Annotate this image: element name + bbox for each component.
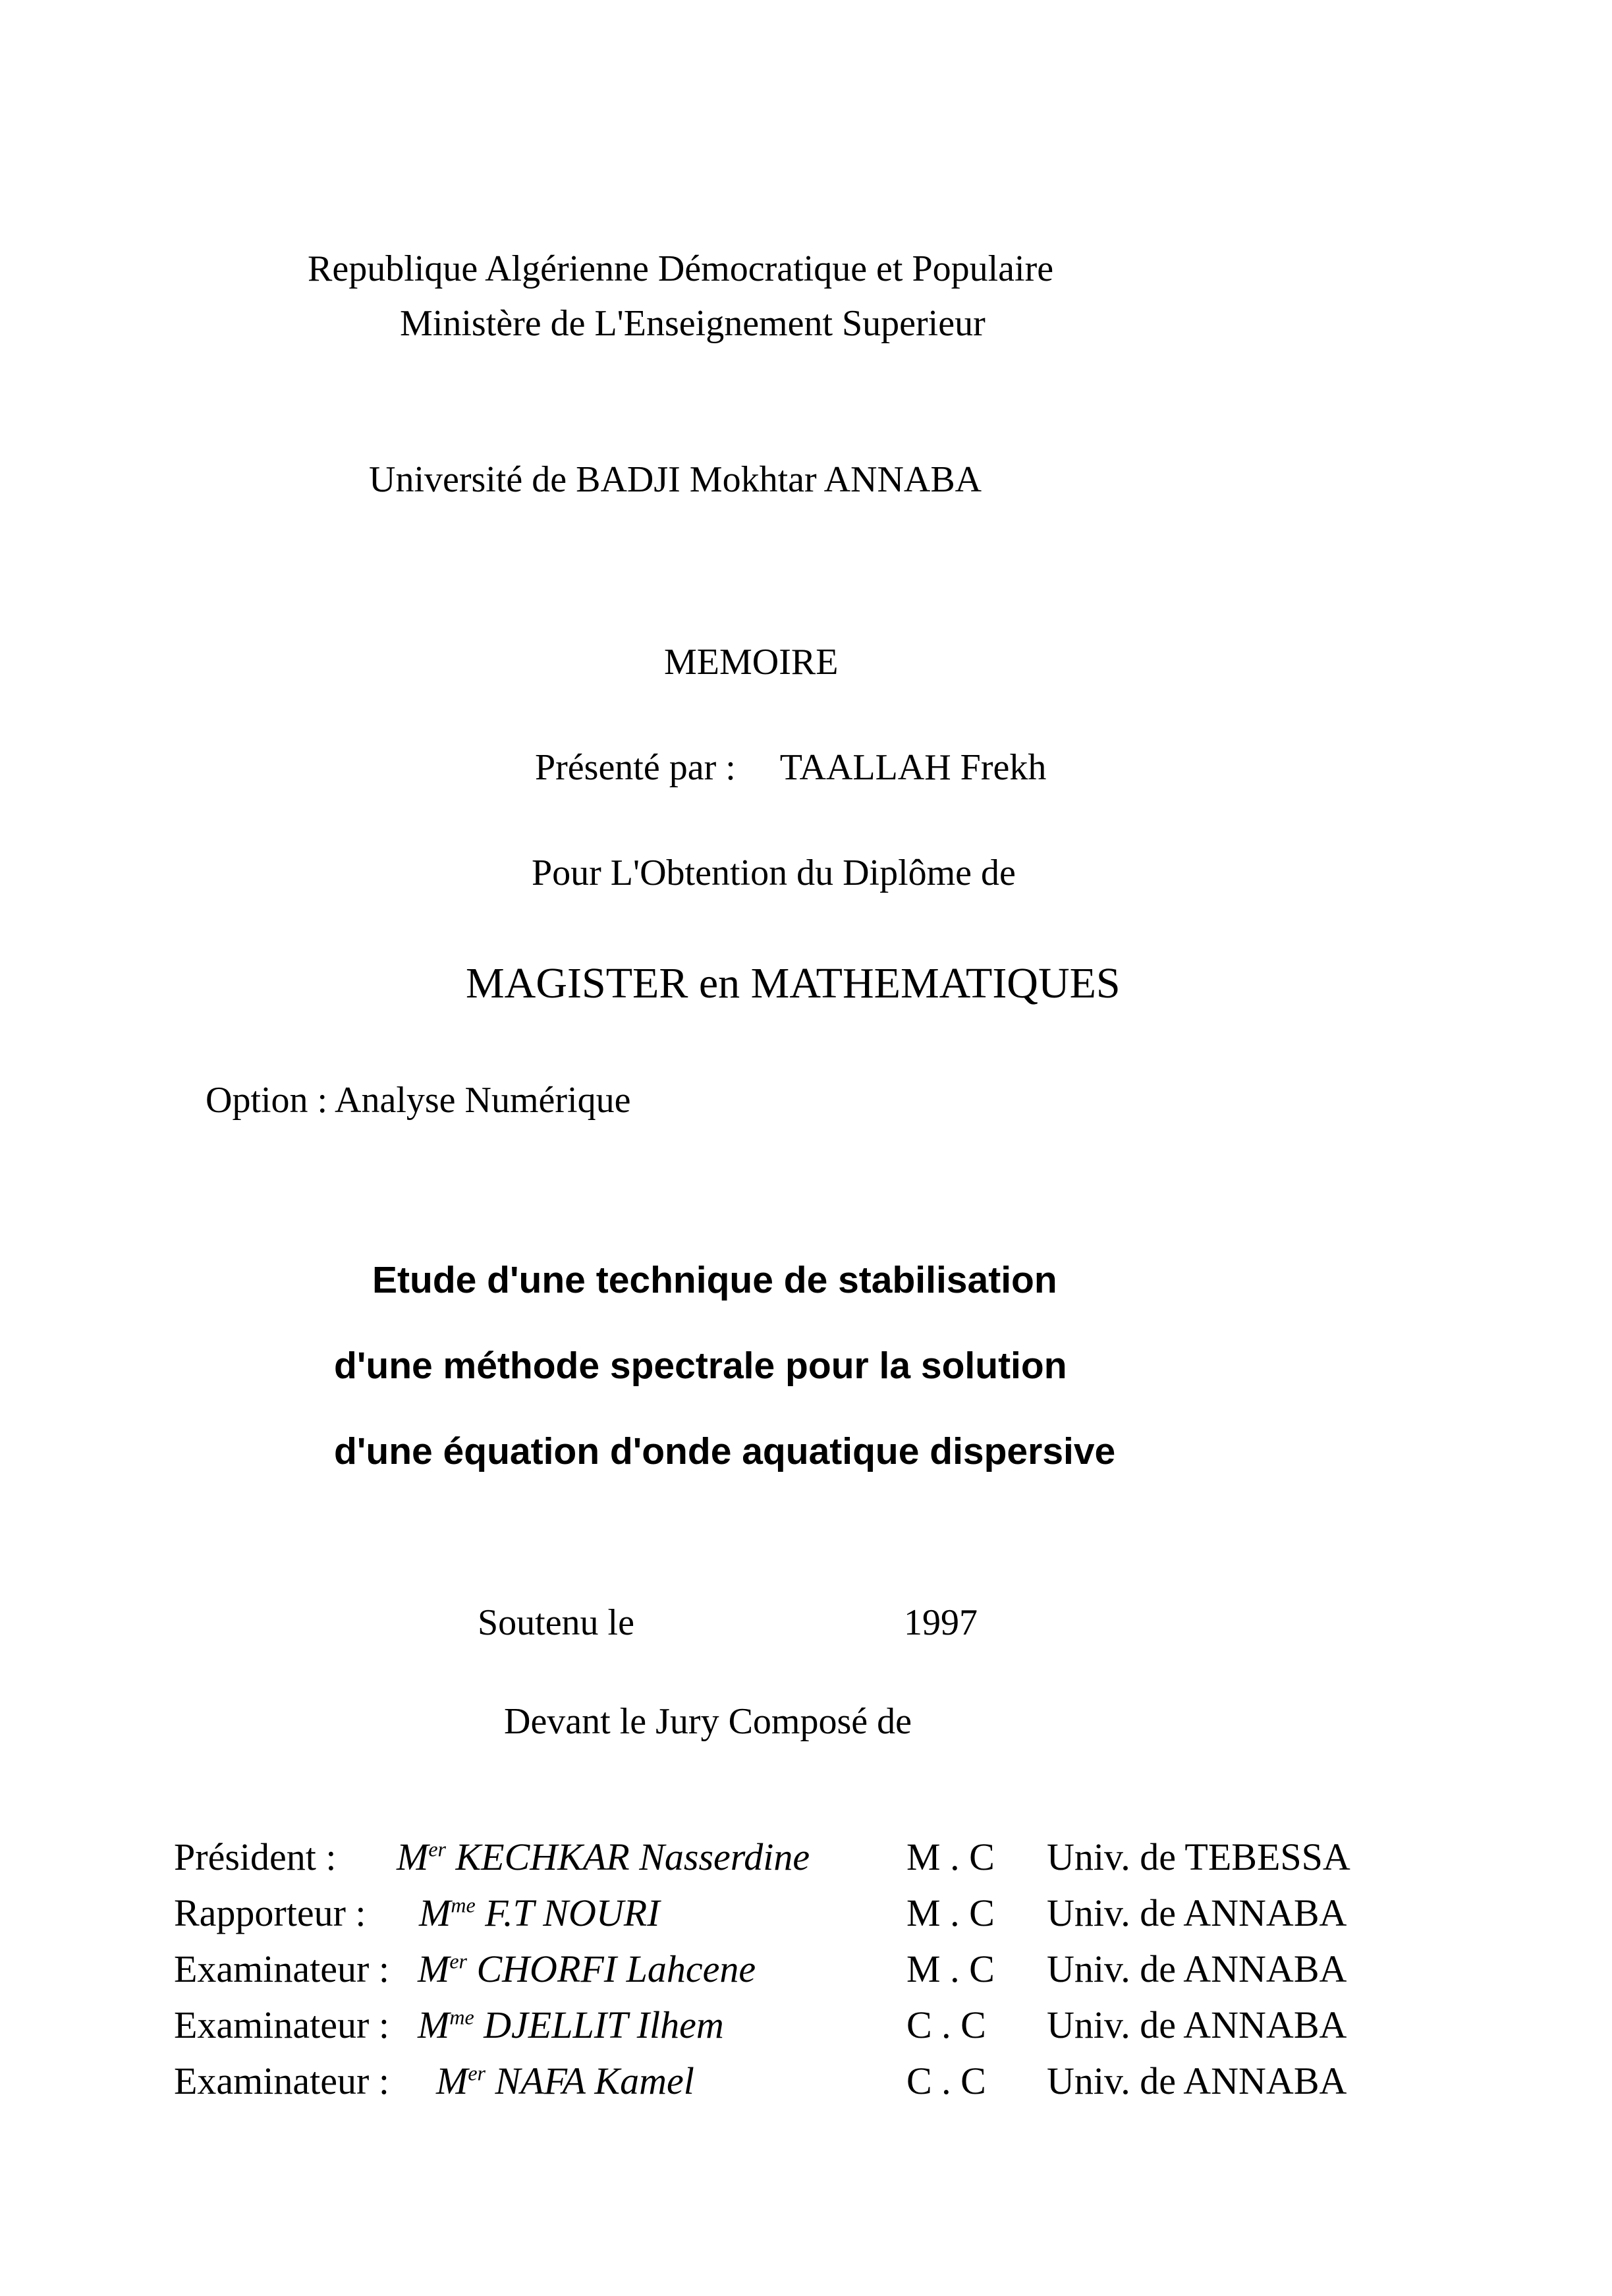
jury-member-name: $M^{me}$ F.T NOURI xyxy=(419,1891,660,1934)
jury-row xyxy=(174,1835,1426,1895)
jury-university: Univ. de ANNABA xyxy=(1047,1891,1347,1934)
jury-role: Examinateur : xyxy=(174,1947,389,1990)
jury-university: Univ. de ANNABA xyxy=(1047,2003,1347,2046)
republic-line: Republique Algérienne Démocratique et Populaire xyxy=(308,248,1054,289)
purpose-line: Pour L'Obtention du Diplôme de xyxy=(532,853,1016,893)
university-line: Université de BADJI Mokhtar ANNABA xyxy=(369,459,982,500)
jury-member-name: $M^{me}$ DJELLIT Ilhem xyxy=(418,2003,724,2046)
jury-grade: C . C xyxy=(906,2059,986,2102)
jury-role: Examinateur : xyxy=(174,2059,389,2102)
degree-line: MAGISTER en MATHEMATIQUES xyxy=(466,959,1121,1007)
jury-grade: M . C xyxy=(906,1835,995,1878)
presented-by-label: Présenté par : xyxy=(535,747,736,788)
defense-year: 1997 xyxy=(904,1602,978,1643)
ministry-line: Ministère de L'Enseignement Superieur xyxy=(400,303,986,344)
thesis-title-line-2: d'une méthode spectrale pour la solution xyxy=(334,1345,1067,1387)
defense-label: Soutenu le xyxy=(478,1602,634,1643)
jury-university: Univ. de ANNABA xyxy=(1047,2059,1347,2102)
author-name: TAALLAH Frekh xyxy=(779,747,1047,788)
jury-member-name: Mer KECHKAR Nasserdine xyxy=(397,1835,810,1878)
document-type: MEMOIRE xyxy=(664,642,839,683)
jury-role: Président : xyxy=(174,1835,337,1878)
jury-role: Examinateur : xyxy=(174,2003,389,2046)
jury-intro: Devant le Jury Composé de xyxy=(504,1701,912,1742)
jury-row xyxy=(174,1891,1426,1951)
jury-member-name: Mer NAFA Kamel xyxy=(436,2059,694,2102)
jury-grade: C . C xyxy=(906,2003,986,2046)
jury-university: Univ. de ANNABA xyxy=(1047,1947,1347,1990)
jury-row xyxy=(174,1947,1426,2007)
presented-by xyxy=(535,749,1046,786)
jury-row xyxy=(174,2059,1426,2119)
jury-role: Rapporteur : xyxy=(174,1891,366,1934)
thesis-title-line-1: Etude d'une technique de stabilisation xyxy=(372,1259,1057,1301)
option-line: Option : Analyse Numérique xyxy=(206,1080,631,1121)
jury-member-name: Mer CHORFI Lahcene xyxy=(418,1947,756,1990)
jury-grade: M . C xyxy=(906,1947,995,1990)
jury-university: Univ. de TEBESSA xyxy=(1047,1835,1350,1878)
jury-row xyxy=(174,2003,1426,2063)
thesis-title-line-3: d'une équation d'onde aquatique dispersive xyxy=(334,1430,1116,1472)
jury-grade: M . C xyxy=(906,1891,995,1934)
